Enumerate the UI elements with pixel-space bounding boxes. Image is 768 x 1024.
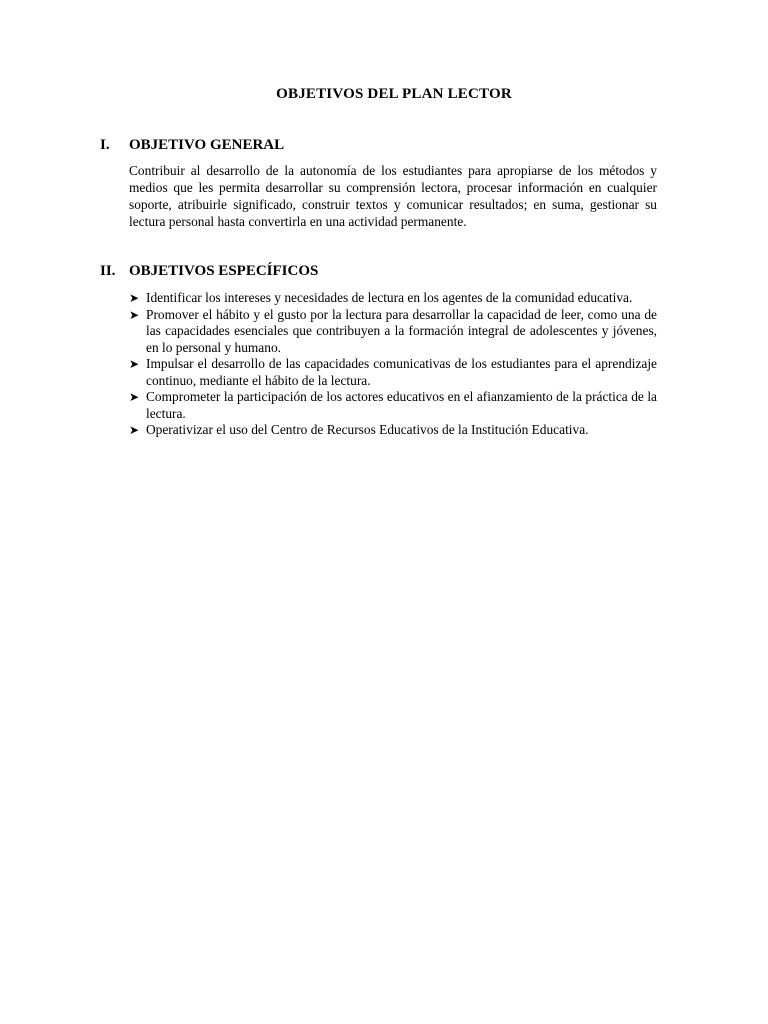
list-item bbox=[129, 389, 657, 422]
list-item-text: Operativizar el uso del Centro de Recursos Educativos de la Institución Educativa. bbox=[146, 422, 589, 437]
section-title: OBJETIVO GENERAL bbox=[129, 137, 285, 153]
section-heading bbox=[100, 263, 657, 283]
section-title: OBJETIVOS ESPECÍFICOS bbox=[129, 263, 319, 279]
document-title: OBJETIVOS DEL PLAN LECTOR bbox=[276, 86, 512, 102]
section-objetivo-general bbox=[100, 137, 657, 230]
arrowhead-bullet-icon: ➤ bbox=[129, 291, 140, 305]
section-heading bbox=[100, 137, 657, 157]
list-item bbox=[129, 307, 657, 357]
list-item-text: Comprometer la participación de los actores educativos en el afianzamiento de la práctica de la lectura. bbox=[146, 389, 657, 421]
arrowhead-bullet-icon: ➤ bbox=[129, 307, 140, 322]
section-objetivos-especificos bbox=[100, 263, 657, 439]
arrowhead-bullet-icon: ➤ bbox=[129, 423, 140, 437]
list-item bbox=[129, 422, 657, 439]
list-item-text: Promover el hábito y el gusto por la lectura para desarrollar la capacidad de leer, como una de las capacidades esenciales que contribuyen a la formación integral de adolescentes y jóvenes, en lo personal y humano. bbox=[146, 306, 657, 355]
general-objective-paragraph: Contribuir al desarrollo de la autonomía de los estudiantes para apropiarse de los métodos y medios que les permita desarrollar su comprensión lectora, procesar información en cualquier soporte, atribuirle significado, construir textos y comunicar resultados; en suma, gestionar su lectura personal hasta convertirla en una actividad permanente. bbox=[129, 163, 657, 229]
arrowhead-bullet-icon: ➤ bbox=[129, 357, 140, 371]
list-item-text: Identificar los intereses y necesidades de lectura en los agentes de la comunidad educativa. bbox=[146, 290, 633, 305]
list-item-text: Impulsar el desarrollo de las capacidades comunicativas de los estudiantes para el aprendizaje continuo, mediante el hábito de la lectura. bbox=[146, 356, 657, 388]
section-number: I. bbox=[100, 137, 110, 153]
specific-objectives-list bbox=[129, 290, 657, 439]
list-item bbox=[129, 290, 657, 307]
section-number: II. bbox=[100, 263, 116, 279]
list-item bbox=[129, 356, 657, 389]
arrowhead-bullet-icon: ➤ bbox=[129, 390, 140, 404]
